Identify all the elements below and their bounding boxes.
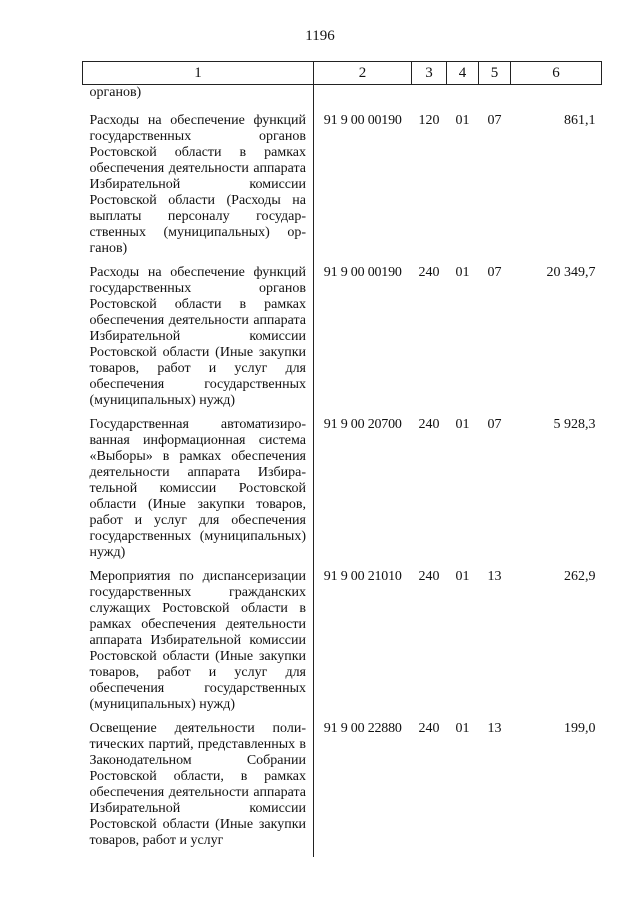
section-code: 01 [455, 113, 470, 128]
target-article-code: 91 9 00 00190 [323, 113, 402, 128]
expense-type-code: 240 [418, 265, 440, 280]
subsection-code: 07 [487, 265, 502, 280]
subsection-code: 07 [487, 417, 502, 432]
amount: 20 349,7 [546, 265, 596, 280]
target-article-code: 91 9 00 22880 [323, 721, 402, 736]
expense-type-code: 240 [418, 569, 440, 584]
column-header: 5 [479, 62, 511, 85]
table-row [83, 569, 602, 721]
page-number: 1196 [305, 28, 335, 44]
column-header: 1 [83, 62, 314, 85]
column-header: 2 [314, 62, 412, 85]
section-code: 01 [455, 265, 470, 280]
expense-name: Расходы на обеспечение функций государственных органов Ростовской области в рамках обеспечения деятельности аппарата Избирательной комиссии Ростовской области (Расходы на выплаты персоналу государственных (муниципальных) органов) [83, 113, 314, 265]
table-row [83, 265, 602, 417]
table-row [83, 721, 602, 857]
section-code: 01 [455, 569, 470, 584]
subsection-code: 13 [487, 569, 502, 584]
table-row [83, 113, 602, 265]
target-article-code: 91 9 00 00190 [323, 265, 402, 280]
expense-type-code: 240 [418, 417, 440, 432]
subsection-code: 07 [487, 113, 502, 128]
amount: 861,1 [564, 113, 596, 128]
target-article-code: 91 9 00 21010 [323, 569, 402, 584]
expense-name: Расходы на обеспечение функций государственных органов Ростовской области в рамках обеспечения деятельности аппарата Избирательной комиссии Ростовской области (Иные закупки товаров, работ и услуг для обеспечения государственных (муниципальных) нужд) [83, 265, 314, 417]
column-header: 3 [412, 62, 447, 85]
amount: 5 928,3 [553, 417, 596, 432]
column-header: 6 [511, 62, 602, 85]
section-code: 01 [455, 417, 470, 432]
amount: 262,9 [564, 569, 596, 584]
expense-name: Мероприятия по диспансеризации государственных гражданских служащих Ростовской области в рамках обеспечения деятельности аппарата Избирательной комиссии Ростовской области (Иные закупки товаров, работ и услуг для обеспечения государственных (муниципальных) нужд) [83, 569, 314, 721]
continuation-text: органов) [83, 85, 314, 114]
continuation-row [83, 85, 602, 114]
budget-table [82, 61, 602, 857]
expense-type-code: 240 [418, 721, 440, 736]
table-row [83, 417, 602, 569]
subsection-code: 13 [487, 721, 502, 736]
table-header-row [83, 62, 602, 85]
amount: 199,0 [564, 721, 596, 736]
column-header: 4 [447, 62, 479, 85]
section-code: 01 [455, 721, 470, 736]
target-article-code: 91 9 00 20700 [323, 417, 402, 432]
expense-type-code: 120 [418, 113, 440, 128]
expense-name: Государственная автоматизированная информационная система «Выборы» в рамках обеспечения деятельности аппарата Избирательной комиссии Ростовской области (Иные закупки товаров, работ и услуг для обеспечения государственных (муниципальных) нужд) [83, 417, 314, 569]
expense-name: Освещение деятельности политических партий, представленных в Законодательном Собрании Ростовской области, в рамках обеспечения деятельности аппарата Избирательной комиссии Ростовской области (Иные закупки товаров, работ и услуг [83, 721, 314, 857]
